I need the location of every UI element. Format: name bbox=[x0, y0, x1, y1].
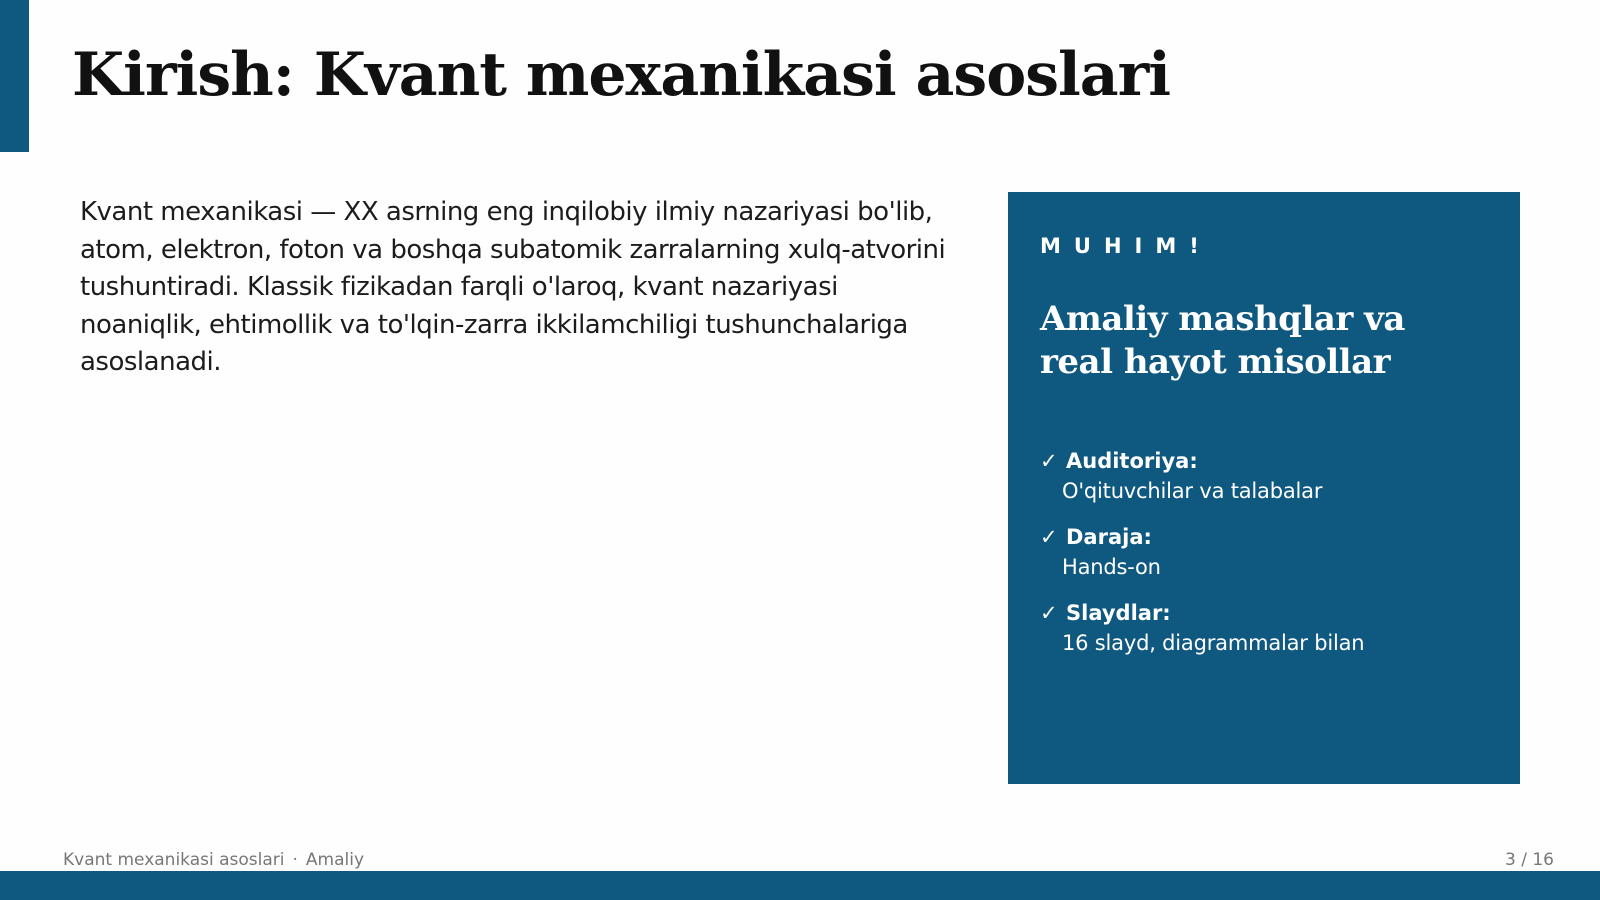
footer-deck-info bbox=[63, 850, 364, 870]
info-item-value: 16 slayd, diagrammalar bilan bbox=[1062, 631, 1365, 655]
info-item-daraja bbox=[1040, 522, 1488, 582]
title-accent-bar bbox=[0, 0, 29, 152]
check-icon: ✓ bbox=[1040, 601, 1058, 625]
callout-heading: Amaliy mashqlar va real hayot misollar bbox=[1040, 299, 1405, 382]
info-item-label: Auditoriya: bbox=[1066, 449, 1198, 473]
slide-title: Kirish: Kvant mexanikasi asoslari bbox=[72, 40, 1171, 110]
callout-box bbox=[1008, 192, 1520, 784]
info-item-label: Daraja: bbox=[1066, 525, 1152, 549]
footer-separator: · bbox=[292, 850, 298, 870]
check-icon: ✓ bbox=[1040, 449, 1058, 473]
page-indicator: 3 / 16 bbox=[1505, 850, 1554, 870]
info-item-value: Hands-on bbox=[1062, 555, 1161, 579]
check-icon: ✓ bbox=[1040, 525, 1058, 549]
info-list bbox=[1040, 446, 1488, 658]
bottom-accent-bar bbox=[0, 871, 1600, 900]
info-item-slaydlar bbox=[1040, 598, 1488, 658]
footer-section: Amaliy bbox=[305, 850, 365, 870]
info-item-label: Slaydlar: bbox=[1066, 601, 1171, 625]
info-item-value: O'qituvchilar va talabalar bbox=[1062, 479, 1323, 503]
footer-deck-title: Kvant mexanikasi asoslari bbox=[63, 850, 285, 870]
info-item-auditoriya bbox=[1040, 446, 1488, 506]
intro-paragraph: Kvant mexanikasi — XX asrning eng inqilobiy ilmiy nazariyasi bo'lib, atom, elektron, foton va boshqa subatomik zarralarning xulq-atvorini tushuntiradi. Klassik fizikadan farqli o'laroq, kvant nazariyasi noaniqlik, ehtimollik va to'lqin-zarra ikkilamchiligi tushunchalariga asoslanadi. bbox=[80, 197, 946, 377]
callout-label: MUHIM! bbox=[1040, 234, 1212, 258]
